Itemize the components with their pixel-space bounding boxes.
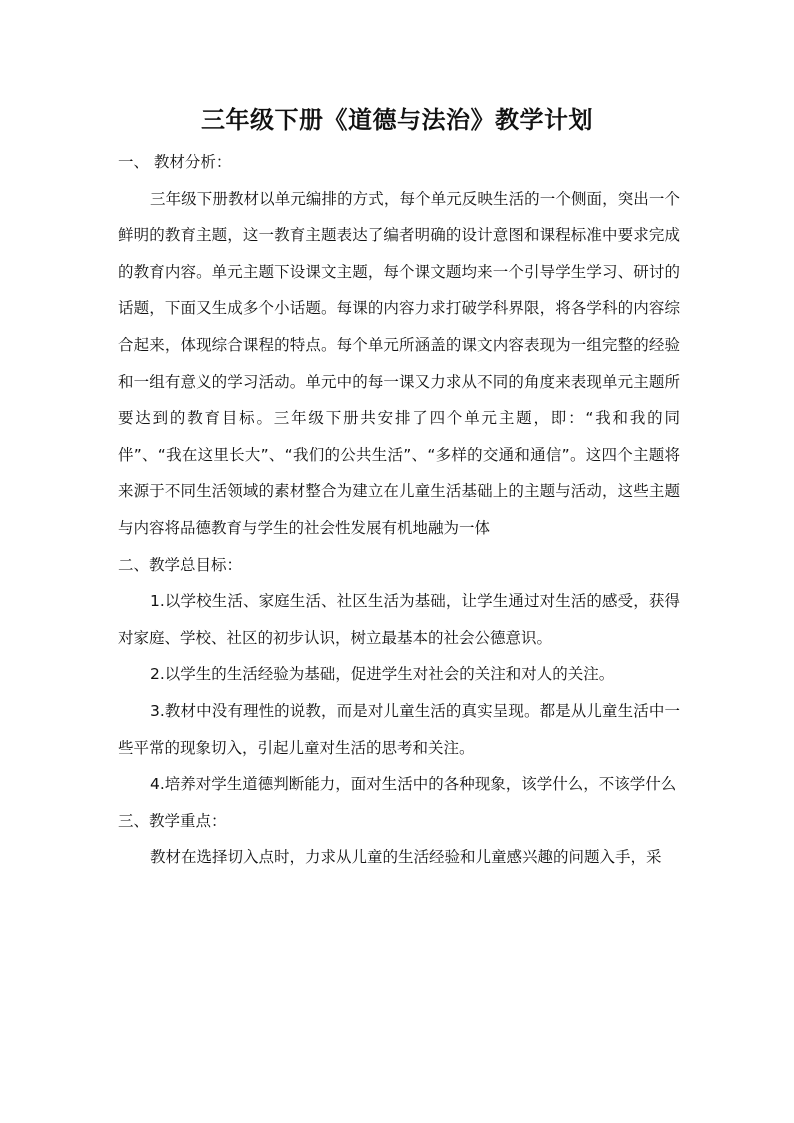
section-heading-teaching-focus: 三、教学重点：: [118, 811, 227, 830]
document-title: 三年级下册《道德与法治》教学计划: [201, 106, 593, 134]
section-heading-teaching-goals: 二、教学总目标：: [118, 555, 243, 574]
textbook-analysis-paragraph: 三年级下册教材以单元编排的方式，每个单元反映生活的一个侧面，突出一个鲜明的教育主题，这一教育主题表达了编者明确的设计意图和课程标准中要求完成的教育内容。单元主题下设课文主题，每个课文题均来一个引导学生学习、研讨的话题，下面又生成多个小话题。每课的内容力求打破学科界限，将各学科的内容综合起来，体现综合课程的特点。每个单元所涵盖的课文内容表现为一组完整的经验和一组有意义的学习活动。单元中的每一课又力求从不同的角度来表现单元主题所要达到的教育目标。三年级下册共安排了四个单元主题，即：“我和我的同伴”、“我在这里长大”、“我们的公共生活”、“多样的交通和通信”。这四个主题将来源于不同生活领域的素材整合为建立在儿童生活基础上的主题与活动，这些主题与内容将品德教育与学生的社会性发展有机地融为一体: [118, 189, 680, 537]
teaching-goal-item: 2.以学生的生活经验为基础，促进学生对社会的关注和对人的关注。: [150, 665, 615, 684]
teaching-goal-item: 3.教材中没有理性的说教，而是对儿童生活的真实呈现。都是从儿童生活中一些平常的现象切入，引起儿童对生活的思考和关注。: [118, 701, 680, 757]
teaching-goal-item: 1.以学校生活、家庭生活、社区生活为基础，让学生通过对生活的感受，获得对家庭、学校、社区的初步认识，树立最基本的社会公德意识。: [118, 592, 680, 647]
teaching-goal-item: 4.培养对学生道德判断能力，面对生活中的各种现象，该学什么，不该学什么: [150, 775, 677, 794]
teaching-focus-paragraph: 教材在选择切入点时，力求从儿童的生活经验和儿童感兴趣的问题入手，采: [150, 848, 662, 867]
document-body: [118, 144, 680, 876]
section-heading-textbook-analysis: 一、 教材分析：: [118, 153, 232, 171]
